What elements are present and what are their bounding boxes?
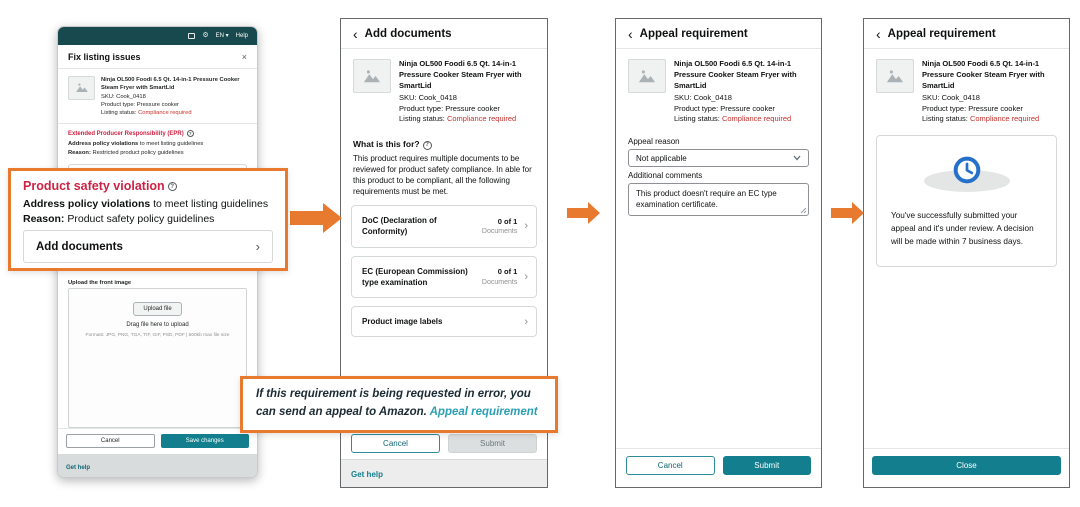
- appeal-hint-text: If this requirement is being requested in error, you can send an appeal to Amazon.: [256, 388, 531, 418]
- epr-line2: Reason: Restricted product policy guidelines: [68, 149, 184, 156]
- get-help-link[interactable]: Get help: [351, 470, 384, 479]
- listing-status: Listing status: Compliance required: [101, 110, 192, 117]
- clock-illustration: [891, 152, 1042, 198]
- product-sku: SKU: Cook_0418: [399, 92, 457, 102]
- requirement-doc-card[interactable]: DoC (Declaration of Conformity) 0 of 1 Documents ›: [351, 205, 537, 247]
- product-image-placeholder: [353, 59, 391, 93]
- get-help-bar: [58, 454, 257, 477]
- language-selector[interactable]: EN ▾: [215, 33, 229, 40]
- cancel-button[interactable]: Cancel: [351, 434, 440, 453]
- appeal-requirement-panel: [615, 18, 822, 488]
- flow-arrow-1: [290, 203, 342, 233]
- product-title: Ninja OL500 Foodi 6.5 Qt. 14-in-1 Pressure Cooker Steam Fryer with SmartLid: [101, 76, 240, 91]
- status-badge: Compliance required: [721, 114, 792, 124]
- panel-header: [864, 19, 1069, 49]
- panel-title-row: [58, 45, 257, 69]
- status-badge: Compliance required: [446, 114, 517, 124]
- product-info: [674, 59, 809, 125]
- footer-buttons: [58, 428, 257, 454]
- chevron-down-icon: [793, 155, 801, 161]
- image-icon: [361, 67, 383, 85]
- help-icon[interactable]: ?: [187, 130, 194, 137]
- product-sku: SKU: Cook_0418: [101, 93, 146, 100]
- what-is-this-heading: What is this for? ?: [341, 133, 547, 152]
- product-card: [341, 49, 547, 133]
- page-title: Fix listing issues: [68, 51, 141, 62]
- drag-hint: Drag file here to upload: [126, 321, 189, 328]
- submit-button[interactable]: Submit: [448, 434, 537, 453]
- back-chevron-icon[interactable]: ‹: [353, 26, 358, 42]
- help-link[interactable]: Help: [235, 32, 248, 39]
- appeal-hint-callout: [240, 376, 558, 433]
- image-icon: [636, 67, 658, 85]
- upload-section-label: Upload the front image: [68, 279, 132, 286]
- back-chevron-icon[interactable]: ‹: [876, 26, 881, 42]
- requirement-image-labels-card[interactable]: Product image labels ›: [351, 306, 537, 337]
- add-documents-button[interactable]: Add documents ›: [23, 230, 273, 263]
- cancel-button[interactable]: Cancel: [626, 456, 715, 475]
- status-badge: Compliance required: [138, 110, 192, 117]
- close-icon[interactable]: ×: [241, 51, 247, 62]
- product-info: [922, 59, 1057, 125]
- product-image-placeholder: [876, 59, 914, 93]
- product-title: Ninja OL500 Foodi 6.5 Qt. 14-in-1 Pressure Cooker Steam Fryer with SmartLid: [399, 59, 522, 90]
- flow-arrow-2: [567, 202, 600, 224]
- violation-heading: Product safety violation ?: [23, 179, 273, 193]
- page-title: Appeal requirement: [639, 28, 748, 40]
- product-title: Ninja OL500 Foodi 6.5 Qt. 14-in-1 Pressure Cooker Steam Fryer with SmartLid: [674, 59, 797, 90]
- upload-dropzone[interactable]: [68, 288, 247, 428]
- panel-header: [341, 19, 547, 49]
- seller-central-topbar: [58, 27, 257, 45]
- chevron-right-icon: ›: [524, 220, 528, 233]
- clock-icon: [951, 154, 983, 186]
- footer-buttons: [864, 449, 1069, 487]
- page-title: Add documents: [364, 28, 452, 40]
- product-image-placeholder: [68, 76, 95, 100]
- epr-line1: Address policy violations to meet listing guidelines: [68, 141, 204, 148]
- product-image-placeholder: [628, 59, 666, 93]
- page-title: Appeal requirement: [887, 28, 996, 40]
- doc-count: 0 of 1 Documents: [481, 216, 518, 236]
- success-message: You've successfully submitted your appeal and it's under review. A decision will be made within 7 business days.: [891, 211, 1034, 246]
- appeal-reason-label: Appeal reason: [628, 137, 680, 147]
- product-card: [58, 69, 257, 125]
- appeal-requirement-link[interactable]: Appeal requirement: [429, 405, 538, 418]
- cancel-button[interactable]: Cancel: [66, 434, 155, 448]
- get-help-link[interactable]: Get help: [66, 465, 91, 471]
- product-info: [399, 59, 535, 125]
- product-sku: SKU: Cook_0418: [922, 92, 980, 102]
- flow-arrow-3: [831, 202, 864, 224]
- doc-count: 0 of 1 Documents: [481, 266, 518, 286]
- back-chevron-icon[interactable]: ‹: [628, 26, 633, 42]
- appeal-reason-select[interactable]: Not applicable: [628, 149, 809, 167]
- chevron-right-icon: ›: [524, 315, 528, 328]
- chevron-right-icon: ›: [255, 239, 260, 254]
- product-card: [864, 49, 1069, 133]
- get-help-bar: [341, 459, 547, 487]
- product-safety-callout: [8, 168, 288, 271]
- panel-header: [616, 19, 821, 49]
- product-type: Product type: Pressure cooker: [399, 103, 500, 113]
- chevron-right-icon: ›: [524, 270, 528, 283]
- help-icon[interactable]: ?: [168, 182, 177, 191]
- product-type: Product type: Pressure cooker: [674, 103, 775, 113]
- requirements-description: This product requires multiple documents to be reviewed for product safety compliance. In able for this product to be compliant, all the following requirements must be met.: [353, 153, 532, 197]
- listing-status: Listing status: Compliance required: [922, 114, 1040, 124]
- image-icon: [74, 81, 90, 94]
- product-card: [616, 49, 821, 133]
- resize-handle-icon[interactable]: [800, 207, 807, 214]
- footer-buttons: [616, 449, 821, 487]
- image-icon: [884, 67, 906, 85]
- formats-hint: Formats: JPG, PNG, TGA, TIF, GIF, PSD, PDF | 500kb max file size: [85, 332, 230, 338]
- violation-line1: Address policy violations to meet listing guidelines: [23, 198, 269, 210]
- help-icon[interactable]: ?: [423, 141, 432, 150]
- product-sku: SKU: Cook_0418: [674, 92, 732, 102]
- status-badge: Compliance required: [969, 114, 1040, 124]
- requirement-ec-card[interactable]: EC (European Commission) type examination 0 of 1 Documents ›: [351, 256, 537, 298]
- upload-file-button[interactable]: Upload file: [133, 302, 181, 316]
- product-type: Product type: Pressure cooker: [922, 103, 1023, 113]
- gear-icon[interactable]: ⚙: [202, 32, 209, 40]
- close-button[interactable]: Close: [872, 456, 1061, 475]
- submit-button[interactable]: Submit: [723, 456, 812, 475]
- product-info: [101, 76, 247, 118]
- case-icon[interactable]: [188, 33, 195, 39]
- listing-status: Listing status: Compliance required: [674, 114, 792, 124]
- violation-line2: Reason: Product safety policy guidelines: [23, 213, 215, 225]
- product-type: Product type: Pressure cooker: [101, 101, 179, 108]
- additional-comments-label: Additional comments: [628, 171, 703, 181]
- listing-status: Listing status: Compliance required: [399, 114, 517, 124]
- epr-heading: Extended Producer Responsibility (EPR) ?: [68, 130, 247, 137]
- epr-section: [58, 124, 257, 161]
- save-changes-button[interactable]: Save changes: [161, 434, 250, 448]
- under-review-card: [876, 135, 1057, 267]
- appeal-submitted-panel: [863, 18, 1070, 488]
- additional-comments-textarea[interactable]: This product doesn't require an EC type examination certificate.: [628, 183, 809, 215]
- product-title: Ninja OL500 Foodi 6.5 Qt. 14-in-1 Pressure Cooker Steam Fryer with SmartLid: [922, 59, 1045, 90]
